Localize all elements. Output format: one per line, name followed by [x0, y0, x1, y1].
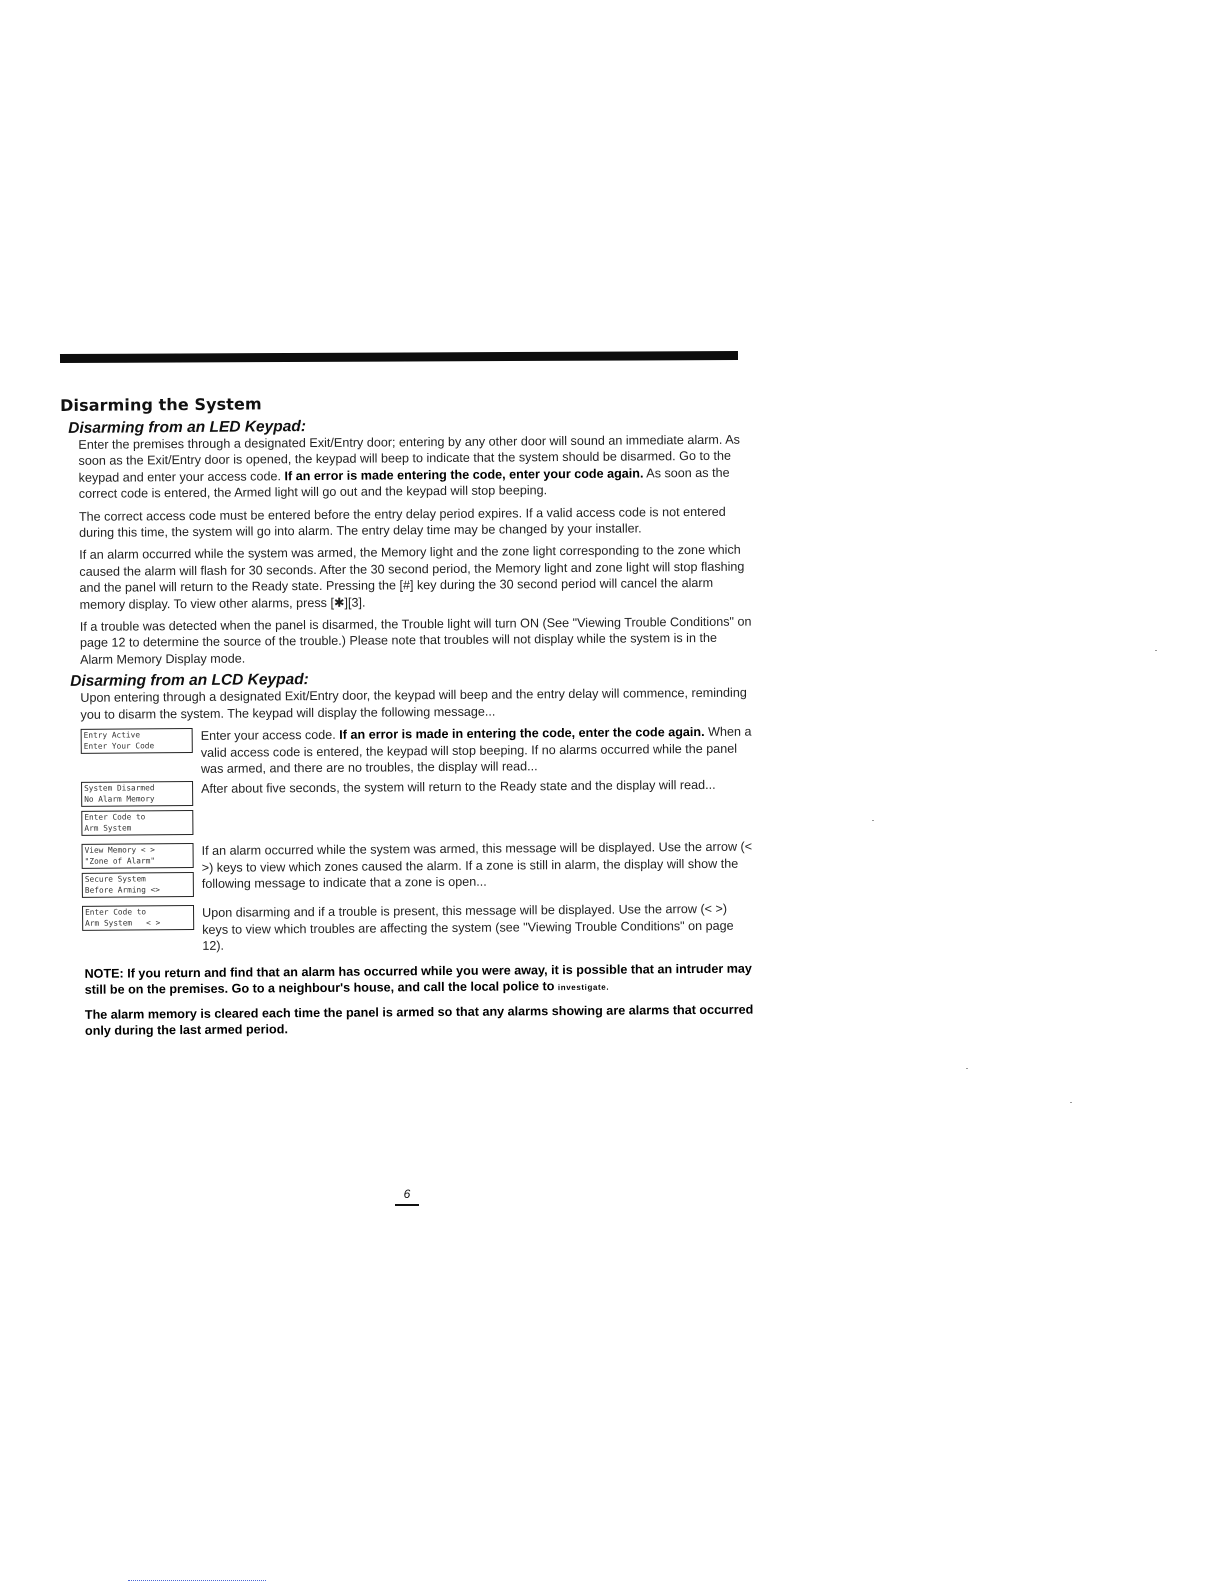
lcd-subheading: Disarming from an LCD Keypad:	[70, 671, 309, 691]
lcd-text-1: Enter your access code. If an error is made in entering the code, enter the code again. When a valid access code is entered, the keypad will stop beeping. If no alarms occurred while the panel was armed, and there are no troubles, the display will read...	[200, 724, 752, 776]
lcd-text-4: Upon disarming and if a trouble is present, this message will be displayed. Use the arrow (< >) keys to view which troubles are affecting the system (see "Viewing Trouble Conditions" on page 12).	[202, 902, 734, 954]
led-paragraph-3: If an alarm occurred while the system was armed, the Memory light and the zone light corresponding to the zone which caused the alarm will flash for 30 seconds. After the 30 second period, the Memory light and zone light will stop flashing and the panel will return to the Ready state. Pressing the [#] key during the 30 second period will cancel the alarm memory display. To view other alarms, press [✱][3].	[79, 543, 745, 612]
alarm-memory-note: The alarm memory is cleared each time the panel is armed so that any alarms showing are alarms that occurred only during the last armed period.	[84, 1002, 754, 1039]
lcd-row-disarmed	[81, 777, 753, 840]
bottom-link-underline	[128, 1580, 266, 1582]
lcd-row-entry	[81, 724, 753, 778]
section-heading: Disarming the System	[60, 394, 262, 415]
scan-speck	[872, 820, 874, 821]
page-number: 6	[403, 1187, 411, 1201]
lcd-row-memory	[82, 839, 754, 902]
lcd-display-system-disarmed: System Disarmed No Alarm Memory	[81, 781, 193, 807]
scan-speck	[1070, 1102, 1072, 1103]
lcd-section	[80, 685, 754, 956]
lcd-display-view-memory: View Memory < > "Zone of Alarm"	[82, 843, 194, 869]
intruder-note: NOTE: If you return and find that an alarm has occurred while you were away, it is possible that an intruder may still be on the premises. Go to a neighbour's house, and call the local police to investigate.	[84, 961, 752, 997]
page-number-underline	[395, 1204, 419, 1206]
lcd-row-trouble	[82, 901, 754, 955]
lcd-display-entry-active: Entry Active Enter Your Code	[81, 728, 193, 754]
error-instruction: If an error is made entering the code, enter your code again.	[284, 466, 644, 484]
scan-speck	[1155, 650, 1157, 651]
section-rule	[60, 351, 738, 363]
lcd-text-3: If an alarm occurred while the system was armed, this message will be displayed. Use the arrow (< >) keys to view which zones caused the alarm. If a zone is still in alarm, the display will show the following message to indicate that a zone is open...	[201, 839, 753, 892]
note-last-word: investigate.	[557, 982, 610, 993]
page-content	[60, 391, 755, 1040]
lcd-intro: Upon entering through a designated Exit/Entry door, the keypad will beep and the entry delay will commence, reminding you to disarm the system. The keypad will display the following message...	[80, 685, 747, 722]
scan-speck	[966, 1068, 968, 1069]
led-paragraph-2: The correct access code must be entered before the entry delay period expires. If a valid access code is not entered during this time, the system will go into alarm. The entry delay time may be changed by your installer.	[78, 504, 726, 540]
led-paragraph-1: Enter the premises through a designated Exit/Entry door; entering by any other door will sound an immediate alarm. As soon as the Exit/Entry door is opened, the keypad will beep to indicate that the system should be disarmed. Go to the keypad and enter your access code. If an error is made entering the code, enter your code again. As soon as the correct code is entered, the Armed light will go out and the keypad will stop beeping.	[78, 432, 740, 502]
lcd-display-enter-code: Enter Code to Arm System	[81, 810, 193, 836]
lcd-display-enter-code-arrows: Enter Code to Arm System < >	[82, 905, 194, 931]
led-paragraph-4: If a trouble was detected when the panel is disarmed, the Trouble light will turn ON (See "Viewing Trouble Conditions" on page 12 to determine the source of the trouble.) Please note that troubles will not display while the system is in the Alarm Memory Display mode.	[79, 614, 752, 667]
led-subheading: Disarming from an LED Keypad:	[68, 418, 307, 437]
led-section	[78, 432, 752, 669]
lcd-display-secure-system: Secure System Before Arming <>	[82, 872, 194, 898]
lcd-text-2: After about five seconds, the system will return to the Ready state and the display will read...	[201, 778, 716, 797]
